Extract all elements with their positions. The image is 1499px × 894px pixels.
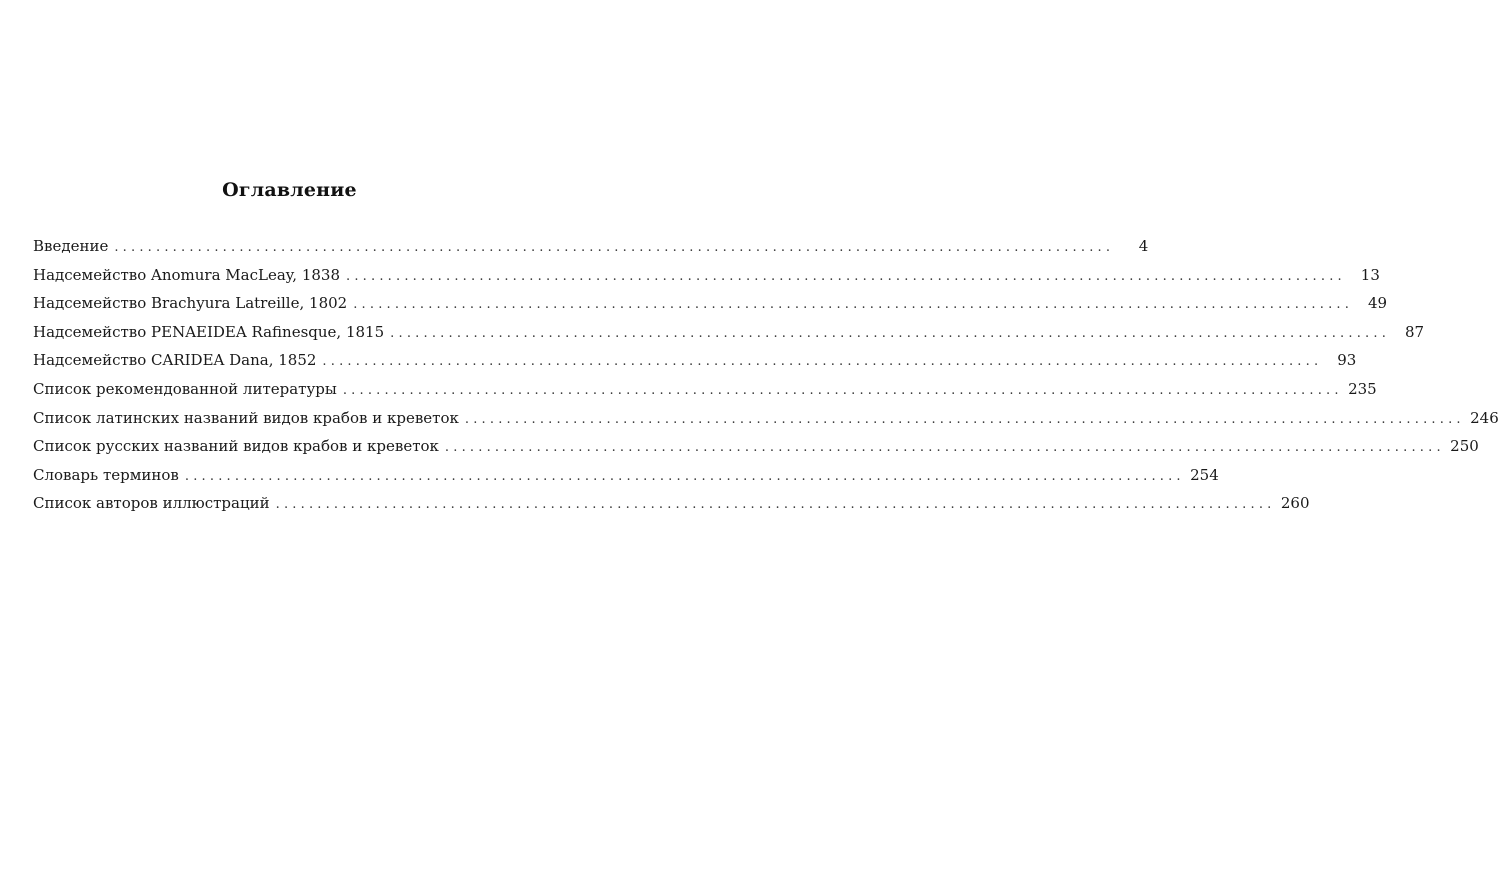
dot-leader: ........................................................................................................................ (184, 468, 1185, 484)
toc-entry (33, 350, 1357, 379)
toc-entry-page: 87 (1404, 322, 1425, 341)
toc-entry-label: Надсемейство Anomura MacLeay, 1838 (33, 265, 340, 284)
dot-leader: ........................................................................................................................ (464, 411, 1465, 427)
toc-entry (33, 493, 1310, 522)
dot-leader: ........................................................................................................................ (444, 440, 1445, 456)
toc-entry-label: Список русских названий видов крабов и креветок (33, 437, 439, 456)
page-title: Оглавление (222, 179, 357, 201)
toc-entry-label: Надсемейство PENAEIDEA Rafinesque, 1815 (33, 322, 385, 341)
dot-leader: ........................................................................................................................ (322, 354, 1323, 370)
toc-entry-page: 250 (1450, 437, 1479, 456)
toc-entry (33, 322, 1425, 351)
toc-entry-page: 246 (1470, 408, 1499, 427)
dot-leader: ........................................................................................................................ (353, 297, 1354, 313)
toc-entry-label: Список авторов иллюстраций (33, 494, 270, 513)
toc-entry (33, 436, 1479, 465)
toc-entry-label: Список рекомендованной литературы (33, 379, 337, 398)
toc-entry-label: Список латинских названий видов крабов и креветок (33, 408, 459, 427)
toc-entry-page: 93 (1337, 351, 1357, 370)
toc-entry-label: Введение (33, 237, 109, 255)
toc-entry-label: Надсемейство Brachyura Latreille, 1802 (33, 294, 348, 313)
dot-leader: ........................................................................................................................ (275, 497, 1276, 513)
toc-entry (33, 265, 1380, 294)
dot-leader: ........................................................................................................................ (346, 268, 1346, 284)
toc-entry-page: 4 (1138, 237, 1149, 255)
table-of-contents (33, 236, 1499, 522)
toc-entry-label: Словарь терминов (33, 465, 179, 484)
toc-entry (33, 465, 1219, 494)
toc-entry-page: 235 (1348, 379, 1377, 398)
toc-entry (33, 293, 1388, 322)
toc-entry (33, 236, 1149, 265)
dot-leader: ........................................................................................................................ (114, 240, 1115, 255)
toc-entry (33, 379, 1377, 408)
toc-entry (33, 408, 1499, 437)
dot-leader: ........................................................................................................................ (342, 382, 1343, 398)
toc-entry-page: 13 (1360, 265, 1380, 284)
toc-entry-page: 254 (1190, 465, 1219, 484)
toc-entry-page: 49 (1368, 294, 1388, 313)
dot-leader: ........................................................................................................................ (390, 325, 1391, 341)
toc-entry-page: 260 (1280, 494, 1310, 513)
toc-entry-label: Надсемейство CARIDEA Dana, 1852 (33, 351, 317, 370)
